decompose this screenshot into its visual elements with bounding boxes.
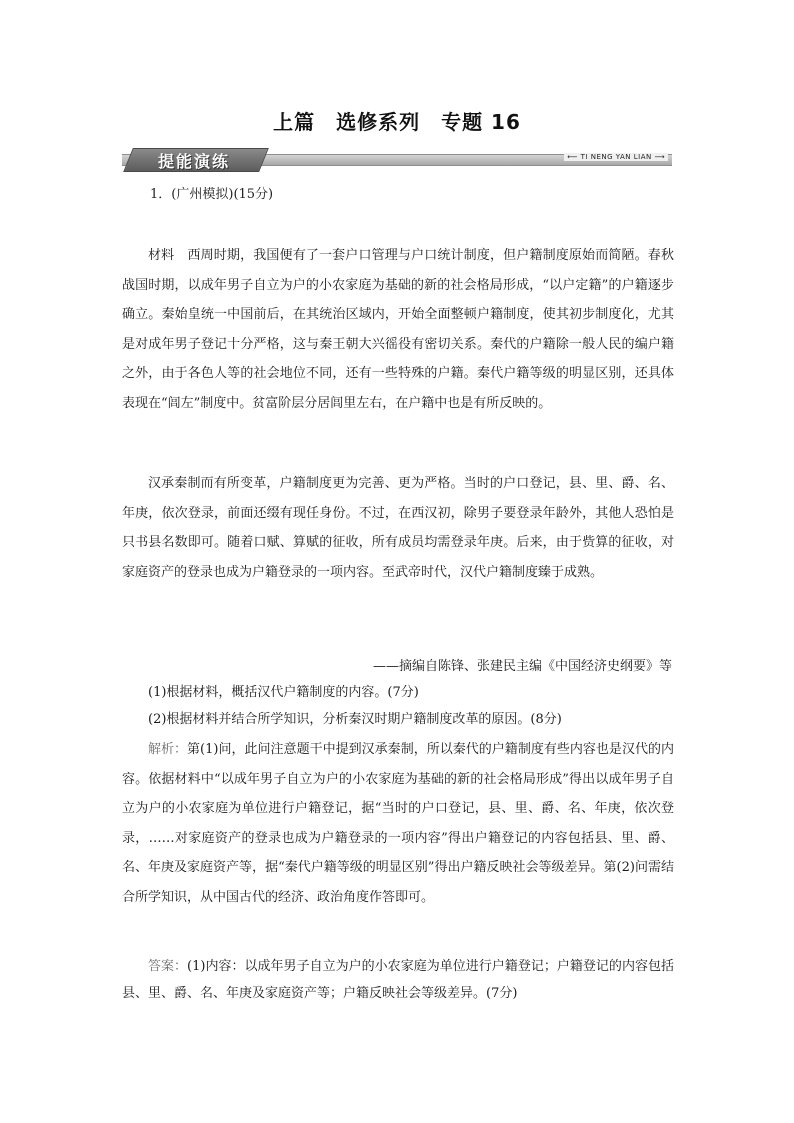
analysis-label: 解析： [148,742,188,757]
material-label: 材料 [148,248,175,263]
question-source-tag: (广州模拟) [171,187,234,202]
material-paragraph-1 [122,241,674,419]
question-number: 1． [150,187,172,202]
analysis-paragraph [122,735,674,913]
material-source: ——摘编自陈锋、张建民主编《中国经济史纲要》等 [372,659,672,674]
analysis-text: 第(1)问，此问注意题干中提到汉承秦制，所以秦代的户籍制度有些内容也是汉代的内容。依据材料中“以成年男子自立为户的小农家庭为基础的新的社会格局形成”得出以成年男子自立为户的小农家庭为单位进行户籍登记，据“当时的户口登记，县、里、爵、名、年庚，依次登录，……对家庭资产的登录也成为户籍登录的一项内容”得出户籍登记的内容包括县、里、爵、名、年庚及家庭资产等，据“秦代户籍等级的明显区别”得出户籍反映社会等级差异。第(2)问需结合所学知识，从中国古代的经济、政治角度作答即可。 [122,742,674,905]
material-paragraph-2 [122,469,674,587]
banner-pinyin: ⟵ TI NENG YAN LIAN ⟶ [564,153,668,161]
answer-text: (1)内容：以成年男子自立为户的小农家庭为单位进行户籍登记；户籍登记的内容包括县、里、爵、名、年庚及家庭资产等；户籍反映社会等级差异。(7分) [122,959,674,1001]
banner-label: 提能演练 [158,152,231,171]
answer-label: 答案： [148,959,188,974]
material-text-2: 汉承秦制而有所变革，户籍制度更为完善、更为严格。当时的户口登记，县、里、爵、名、年庚，依次登录，前面还缀有现任身份。不过，在西汉初，除男子要登录年龄外，其他人恐怕是只书县名数即可。随着口赋、算赋的征收，所有成员均需登录年庚。后来，由于赀算的征收，对家庭资产的登录也成为户籍登录的一项内容。至武帝时代，汉代户籍制度臻于成熟。 [122,476,674,580]
answer-paragraph [122,954,674,1007]
banner-pinyin-text: TI NENG YAN LIAN [580,153,652,161]
question-score: (15分) [233,187,274,202]
sub-question-1: (1)根据材料，概括汉代户籍制度的内容。(7分) [148,685,419,700]
material-text-1: 西周时期，我国便有了一套户口管理与户口统计制度，但户籍制度原始而简陋。春秋战国时期，以成年男子自立为户的小农家庭为基础的新的社会格局形成，“以户定籍”的户籍逐步确立。秦始皇统一中国前后，在其统治区域内，开始全面整顿户籍制度，使其初步制度化，尤其是对成年男子登记十分严格，这与秦王朝大兴徭役有密切关系。秦代的户籍除一般人民的编户籍之外，由于各色人等的社会地位不同，还有一些特殊的户籍。秦代户籍等级的明显区别，还具体表现在“闾左”制度中。贫富阶层分居闾里左右，在户籍中也是有所反映的。 [122,248,674,411]
section-banner [122,148,672,170]
question-heading [150,183,273,202]
sub-question-2: (2)根据材料并结合所学知识，分析秦汉时期户籍制度改革的原因。(8分) [148,712,562,727]
page-title: 上篇 选修系列 专题 16 [273,110,521,134]
